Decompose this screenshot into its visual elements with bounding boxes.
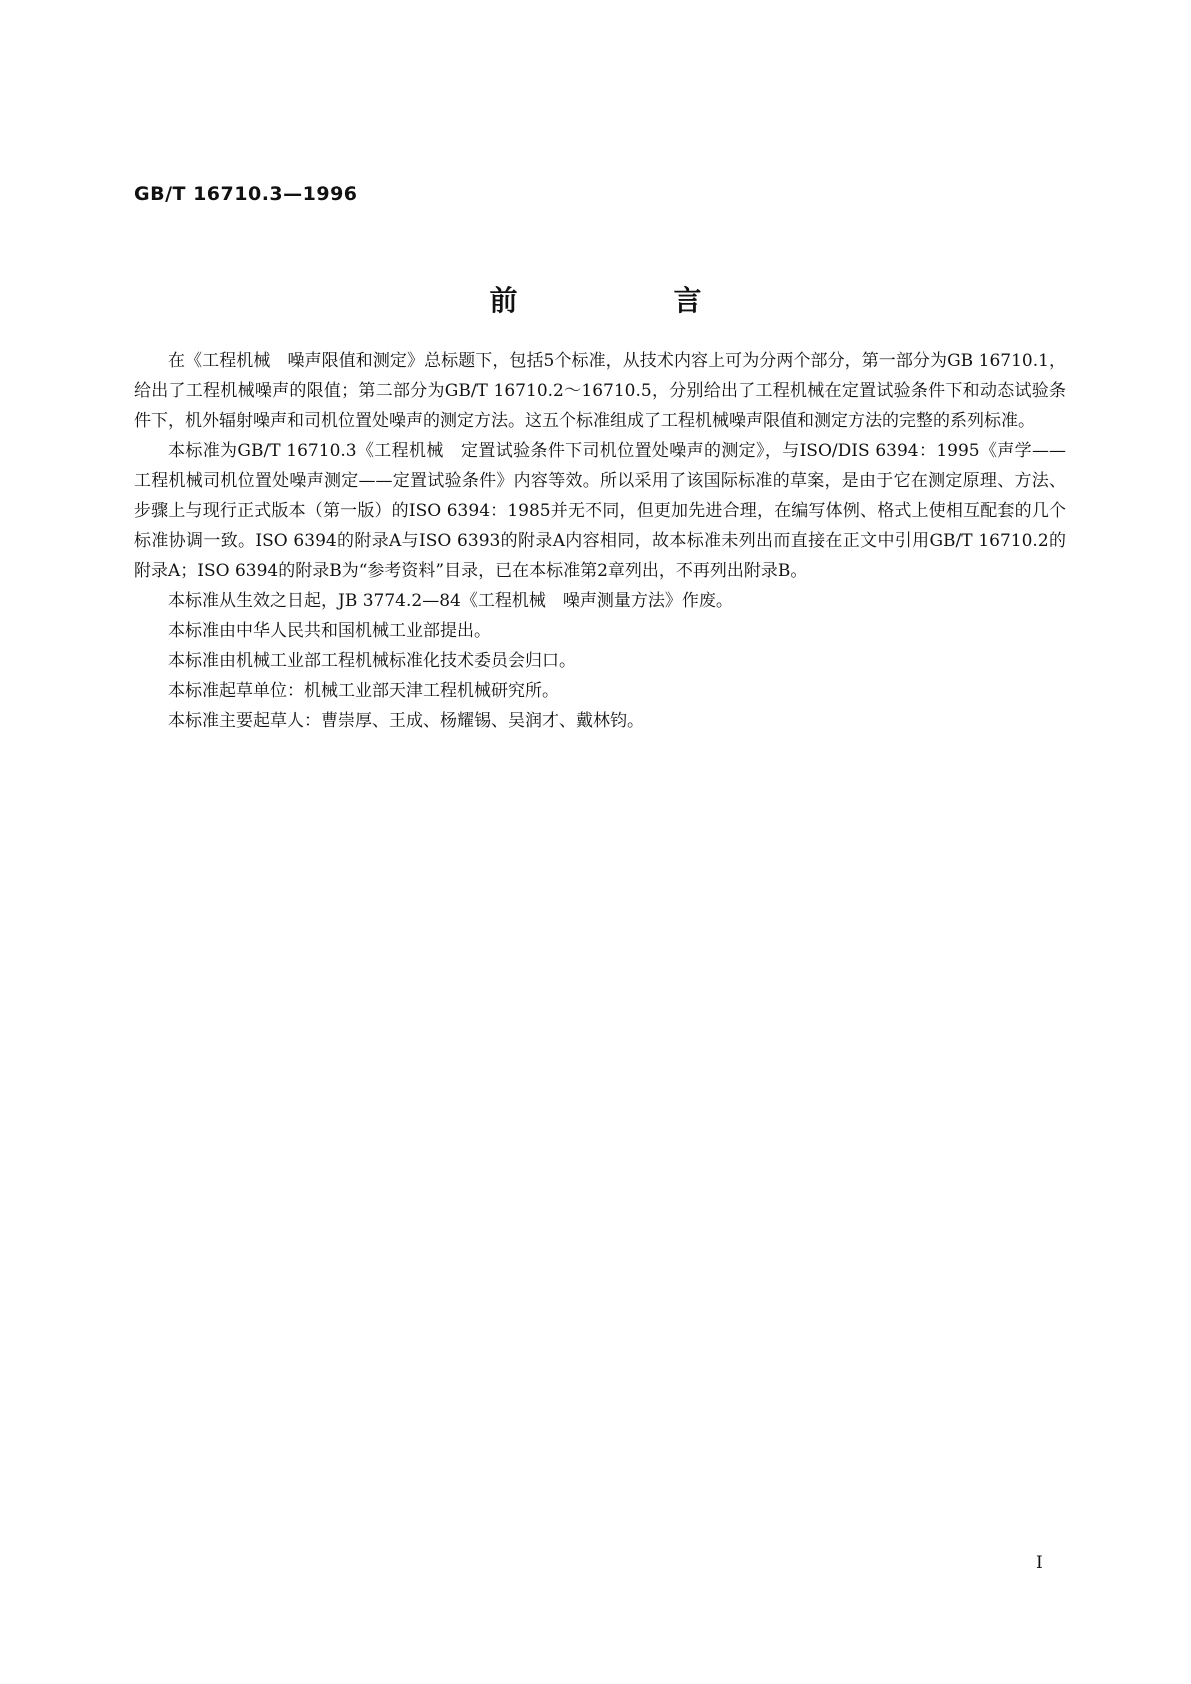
paragraph-proposer: 本标准由中华人民共和国机械工业部提出。 [168, 621, 491, 641]
page-number: I [1036, 1553, 1043, 1573]
paragraph-centralized: 本标准由机械工业部工程机械标准化技术委员会归口。 [168, 651, 576, 671]
paragraph-scope: 在《工程机械 噪声限值和测定》总标题下，包括5个标准，从技术内容上可为分两个部分，第一部分为GB 16710.1，给出了工程机械噪声的限值；第二部分为GB/T 16710.2～16710.5，分别给出了工程机械在定置试验条件下和动态试验条件下，机外辐射噪声和司机位置处噪声的测定方法。这五个标准组成了工程机械噪声限值和测定方法的完整的系列标准。 [134, 351, 1066, 431]
paragraph-equivalence: 本标准为GB/T 16710.3《工程机械 定置试验条件下司机位置处噪声的测定》，与ISO/DIS 6394：1995《声学——工程机械司机位置处噪声测定——定置试验条件》内容等效。所以采用了该国际标准的草案，是由于它在测定原理、方法、步骤上与现行正式版本（第一版）的ISO 6394：1985并无不同，但更加先进合理，在编写体例、格式上使相互配套的几个标准协调一致。ISO 6394的附录A与ISO 6393的附录A内容相同，故本标准未列出而直接在正文中引用GB/T 16710.2的附录A；ISO 6394的附录B为“参考资料”目录，已在本标准第2章列出，不再列出附录B。 [134, 441, 1066, 581]
page-title: 前 言 [489, 284, 766, 317]
paragraph-supersedes: 本标准从生效之日起，JB 3774.2—84《工程机械 噪声测量方法》作废。 [168, 591, 733, 611]
paragraph-drafting-unit: 本标准起草单位：机械工业部天津工程机械研究所。 [168, 681, 559, 701]
preface-body [134, 346, 1066, 736]
paragraph-drafters: 本标准主要起草人：曹崇厚、王成、杨耀锡、吴润才、戴林钧。 [168, 711, 644, 731]
standard-code: GB/T 16710.3—1996 [134, 183, 358, 205]
